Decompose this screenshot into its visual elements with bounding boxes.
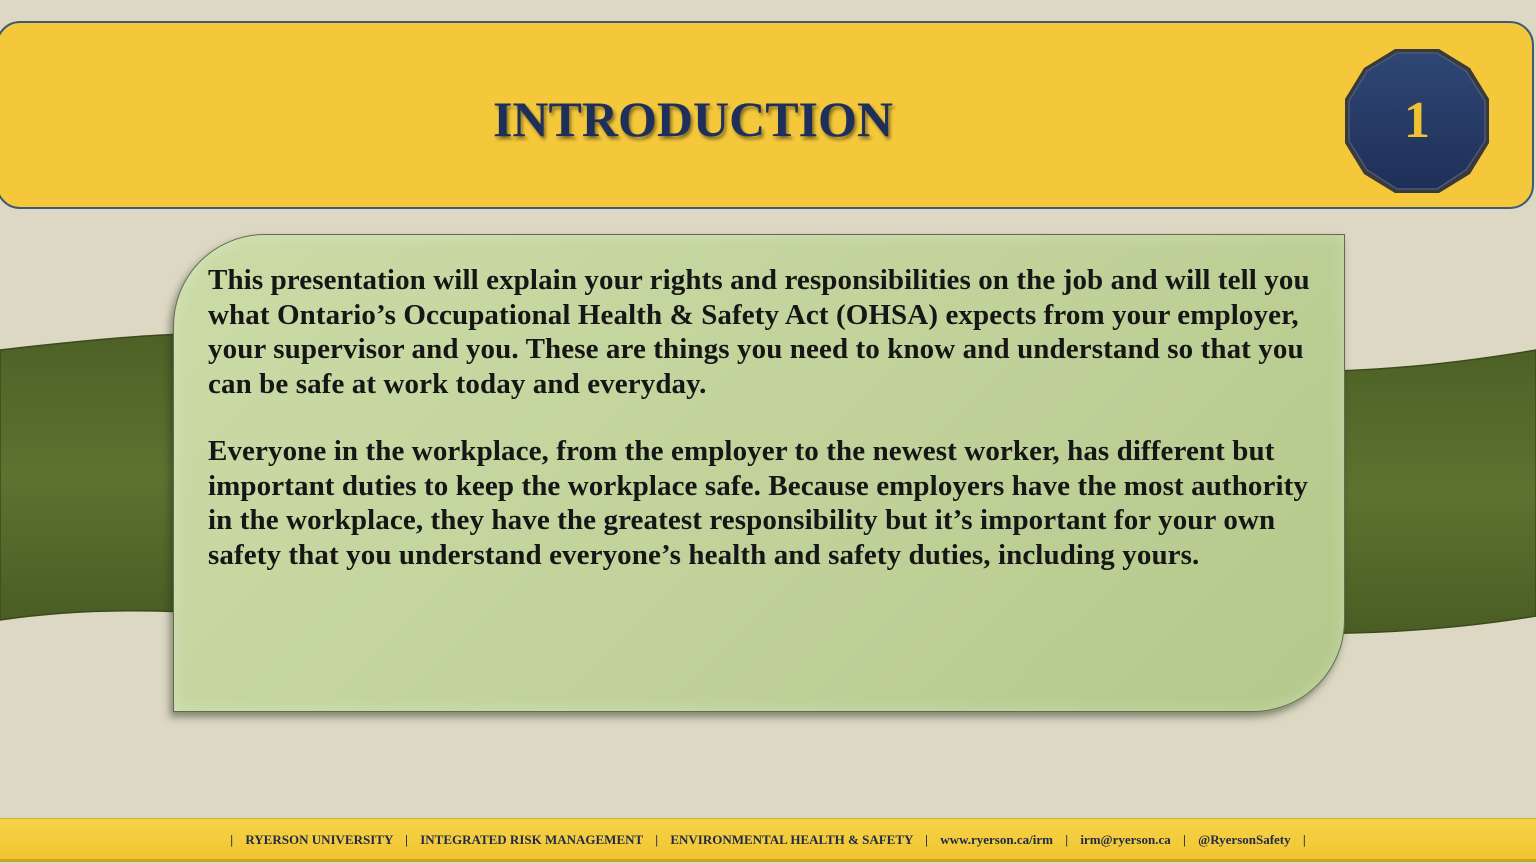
footer-university: RYERSON UNIVERSITY [245,832,393,847]
footer-department: INTEGRATED RISK MANAGEMENT [420,832,643,847]
intro-paragraph-2: Everyone in the workplace, from the employer to the newest worker, has different but important duties to keep the workplace safe. Because employers have the most authority in the workplace, they have the greatest responsibility but it’s important for your own safety that you understand everyone’s health and safety duties, including yours. [208,435,1309,571]
footer-separator: | [230,832,234,847]
footer-website-link[interactable]: www.ryerson.ca/irm [940,832,1053,847]
footer-separator: | [1302,832,1306,847]
slide-number: 1 [1404,92,1430,149]
footer-separator: | [655,832,659,847]
slide-number-badge [1342,46,1492,196]
footer-separator: | [405,832,408,847]
footer-bar [0,818,1536,862]
footer-separator: | [925,832,929,847]
intro-paragraph-1: This presentation will explain your rights and responsibilities on the job and will tell you what Ontario’s Occupational Health & Safety Act (OHSA) expects from your employer, your supervisor and you. These are things you need to know and understand so that you can be safe at work today and everyday. [208,264,1310,400]
content-card [173,234,1345,712]
footer-email-link[interactable]: irm@ryerson.ca [1080,832,1171,847]
footer-separator: | [1183,832,1186,847]
footer-text [0,819,1536,861]
footer-social-handle[interactable]: @RyersonSafety [1198,832,1291,847]
footer-unit: ENVIRONMENTAL HEALTH & SAFETY [670,832,913,847]
slide-title: INTRODUCTION [492,91,894,147]
footer-separator: | [1065,832,1069,847]
